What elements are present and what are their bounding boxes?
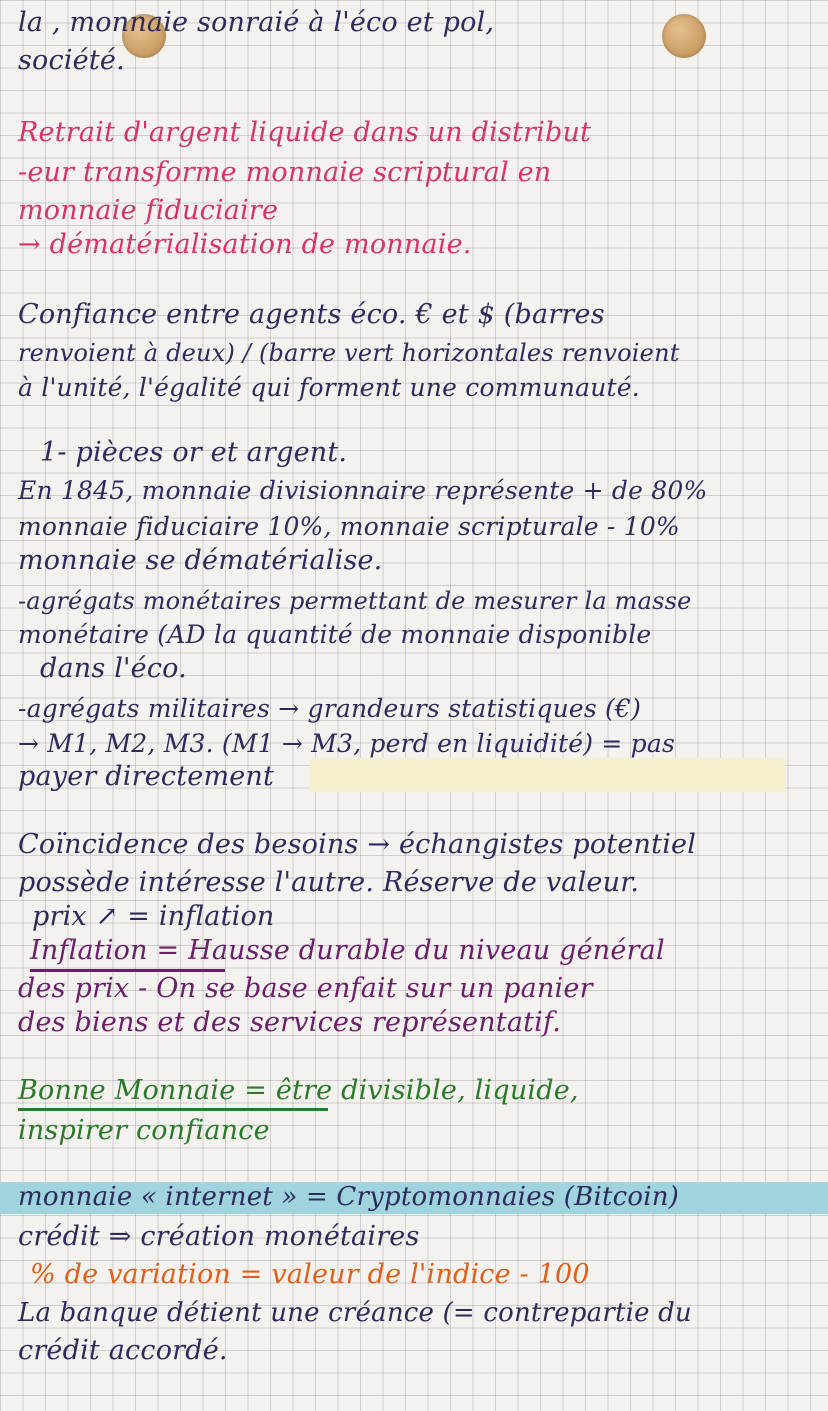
note-line: monnaie fiduciaire 10%, monnaie scripturale - 10% [18,512,680,541]
note-line: -eur transforme monnaie scriptural en [18,157,552,188]
note-line: → dématérialisation de monnaie. [18,229,472,260]
note-line: renvoient à deux) / (barre vert horizontales renvoient [18,339,680,367]
note-line: En 1845, monnaie divisionnaire représente + de 80% [18,476,708,505]
punch-hole-right [662,14,706,58]
note-line: dans l'éco. [40,653,187,684]
note-line: à l'unité, l'égalité qui forment une communauté. [18,373,640,402]
note-line: Coïncidence des besoins → échangistes potentiel [18,829,697,860]
note-line: monnaie « internet » = Cryptomonnaies (Bitcoin) [18,1182,680,1212]
note-line: Bonne Monnaie = être divisible, liquide, [18,1075,579,1106]
note-line: % de variation = valeur de l'indice - 100 [30,1259,590,1290]
note-line: monnaie se dématérialise. [18,545,383,576]
note-line: monétaire (AD la quantité de monnaie disponible [18,620,652,649]
underline-inflation [30,969,225,972]
underline-bonne-monnaie [18,1108,328,1111]
note-line: La banque détient une créance (= contrepartie du [18,1298,692,1328]
note-line: payer directement [18,761,275,792]
note-line: 1- pièces or et argent. [40,437,348,468]
note-line: possède intéresse l'autre. Réserve de valeur. [18,867,640,898]
note-line: -agrégats monétaires permettant de mesurer la masse [18,587,692,615]
note-line: la , monnaie sonraié à l'éco et pol, [18,7,495,38]
yellow-highlight-mark [310,758,785,792]
note-line: prix ↗ = inflation [32,901,275,932]
note-line: crédit accordé. [18,1335,228,1366]
note-line: crédit ⇒ création monétaires [18,1221,420,1252]
note-line: monnaie fiduciaire [18,195,279,226]
note-line: Retrait d'argent liquide dans un distribut [18,117,592,148]
note-line: des biens et des services représentatif. [18,1007,562,1038]
note-line: inspirer confiance [18,1115,270,1146]
note-line: société. [18,45,125,76]
note-line: -agrégats militaires → grandeurs statistiques (€) [18,694,642,723]
note-line: Confiance entre agents éco. € et $ (barres [18,299,605,330]
note-line: Inflation = Hausse durable du niveau général [30,935,665,966]
note-line: → M1, M2, M3. (M1 → M3, perd en liquidité) = pas [18,729,675,758]
note-line: des prix - On se base enfait sur un panier [18,973,593,1004]
